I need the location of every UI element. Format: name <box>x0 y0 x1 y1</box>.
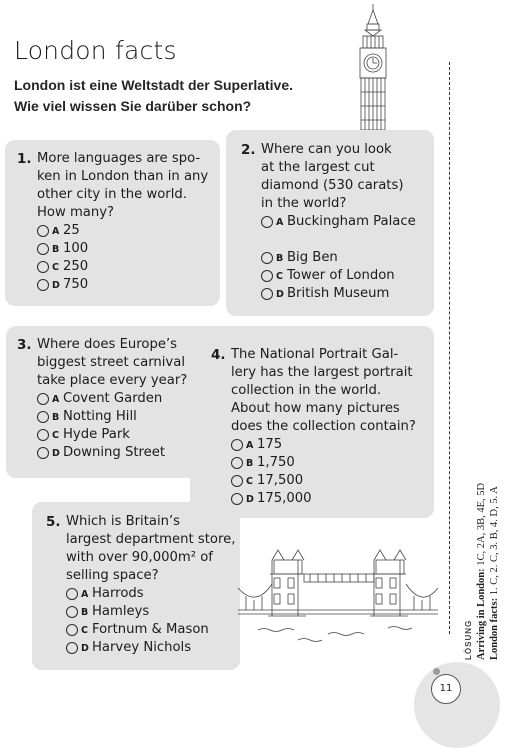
question-1 <box>17 150 212 294</box>
radio-button[interactable] <box>37 243 49 255</box>
answer-options <box>66 585 238 657</box>
option-label: Hyde Park <box>63 427 130 442</box>
answer-options <box>261 213 429 303</box>
option-letter: D <box>52 448 60 459</box>
option-label: 175,000 <box>257 491 312 506</box>
solution-arriving-label: Arriving in London: <box>476 568 487 660</box>
radio-button[interactable] <box>66 606 78 618</box>
option-label: 250 <box>63 259 89 274</box>
question-line: collection in the world. <box>231 383 382 398</box>
question-line: at the largest cut <box>261 160 375 175</box>
radio-button[interactable] <box>66 624 78 636</box>
option-label: Notting Hill <box>63 409 137 424</box>
answer-option[interactable] <box>37 426 209 444</box>
question-number: 4. <box>211 347 226 363</box>
radio-button[interactable] <box>37 279 49 291</box>
answer-option[interactable] <box>66 603 238 621</box>
answer-option[interactable] <box>231 436 431 454</box>
solution-box <box>462 430 506 660</box>
option-label: 1,750 <box>257 455 295 470</box>
question-4 <box>211 346 431 508</box>
option-letter: C <box>276 271 283 282</box>
option-letter: D <box>81 643 89 654</box>
option-letter: A <box>52 394 60 405</box>
solution-arriving-text: 1C, 2A, 3B, 4E, 5D <box>476 482 487 566</box>
dashed-divider <box>449 62 450 634</box>
answer-option[interactable] <box>66 621 238 639</box>
answer-option[interactable] <box>261 249 429 267</box>
question-line: biggest street carnival <box>37 355 185 370</box>
question-number: 3. <box>17 337 32 353</box>
question-text <box>66 513 238 585</box>
answer-options <box>37 222 212 294</box>
answer-option[interactable] <box>231 454 431 472</box>
option-label: Harvey Nichols <box>92 640 192 655</box>
option-letter: D <box>276 289 284 300</box>
option-letter: A <box>81 589 89 600</box>
radio-button[interactable] <box>231 457 243 469</box>
question-line: lery has the largest portrait <box>231 365 413 380</box>
question-line: does the collection contain? <box>231 419 416 434</box>
radio-button[interactable] <box>37 429 49 441</box>
radio-button[interactable] <box>37 261 49 273</box>
question-text <box>37 336 209 390</box>
option-label: 100 <box>63 241 89 256</box>
option-label: Covent Garden <box>63 391 163 406</box>
option-label: Downing Street <box>63 445 166 460</box>
option-label: British Museum <box>287 286 390 301</box>
question-line: largest department store, <box>66 532 236 547</box>
question-line: in the world? <box>261 196 347 211</box>
answer-options <box>37 390 209 462</box>
option-letter: C <box>246 476 253 487</box>
answer-option[interactable] <box>37 258 212 276</box>
radio-button[interactable] <box>66 642 78 654</box>
intro-line-1: London ist eine Weltstadt der Superlative. <box>14 77 294 93</box>
solution-facts-text: 1. C, 2. C, 3. B, 4. D, 5. A <box>489 486 500 596</box>
option-label: 25 <box>63 223 80 238</box>
question-line: diamond (530 carats) <box>261 178 404 193</box>
radio-button[interactable] <box>261 270 273 282</box>
option-label: Tower of London <box>287 268 395 283</box>
big-ben-illustration <box>348 4 398 130</box>
question-line: Where does Europe’s <box>37 337 178 352</box>
intro-text <box>14 75 314 117</box>
answer-option[interactable] <box>66 639 238 657</box>
question-number: 2. <box>241 142 256 158</box>
answer-option[interactable] <box>37 240 212 258</box>
page-number-background <box>414 662 500 748</box>
option-letter: D <box>246 494 254 505</box>
question-text <box>37 150 212 222</box>
question-line: More languages are spo- <box>37 151 201 166</box>
radio-button[interactable] <box>231 493 243 505</box>
option-label: Big Ben <box>287 250 338 265</box>
question-line: with over 90,000m² of <box>66 550 213 565</box>
option-label: 750 <box>63 277 89 292</box>
option-label: 17,500 <box>257 473 304 488</box>
option-letter: B <box>81 607 89 618</box>
radio-button[interactable] <box>37 393 49 405</box>
option-label: Fortnum & Mason <box>92 622 209 637</box>
option-letter: D <box>52 280 60 291</box>
radio-button[interactable] <box>261 216 273 228</box>
solution-facts-label: London facts: <box>489 597 500 660</box>
question-line: other city in the world. <box>37 187 187 202</box>
question-number: 1. <box>17 151 32 167</box>
answer-option[interactable] <box>37 390 209 408</box>
question-3 <box>17 336 209 462</box>
question-line: take place every year? <box>37 373 188 388</box>
tower-bridge-illustration <box>238 548 438 648</box>
answer-option[interactable] <box>261 285 429 303</box>
question-text <box>231 346 431 436</box>
solution-facts <box>488 430 501 660</box>
option-letter: B <box>246 458 254 469</box>
answer-option[interactable] <box>37 222 212 240</box>
option-label: 175 <box>257 437 283 452</box>
question-text <box>261 141 429 213</box>
option-letter: B <box>276 253 284 264</box>
option-letter: B <box>52 244 60 255</box>
answer-option[interactable] <box>231 472 431 490</box>
page-dot <box>433 668 440 675</box>
radio-button[interactable] <box>261 252 273 264</box>
option-letter: C <box>52 262 59 273</box>
answer-option[interactable] <box>37 444 209 462</box>
solution-arriving <box>475 430 488 660</box>
option-letter: C <box>81 625 88 636</box>
answer-option[interactable] <box>37 408 209 426</box>
question-number: 5. <box>46 514 61 530</box>
page-title: London facts <box>14 36 177 65</box>
page-number: 11 <box>431 674 461 704</box>
radio-button[interactable] <box>37 225 49 237</box>
answer-option[interactable] <box>66 585 238 603</box>
radio-button[interactable] <box>261 288 273 300</box>
option-label: Hamleys <box>92 604 150 619</box>
option-letter: B <box>52 412 60 423</box>
answer-option[interactable] <box>231 490 431 508</box>
option-label: Buckingham Palace <box>287 214 416 229</box>
radio-button[interactable] <box>231 475 243 487</box>
answer-option[interactable] <box>37 276 212 294</box>
answer-options <box>231 436 431 508</box>
radio-button[interactable] <box>66 588 78 600</box>
answer-option[interactable] <box>261 267 429 285</box>
intro-line-2: Wie viel wissen Sie darüber schon? <box>14 98 252 114</box>
question-2 <box>241 141 429 303</box>
option-letter: A <box>52 226 60 237</box>
question-line: About how many pictures <box>231 401 400 416</box>
question-line: ken in London than in any <box>37 169 209 184</box>
radio-button[interactable] <box>37 411 49 423</box>
option-letter: C <box>52 430 59 441</box>
question-line: Which is Britain’s <box>66 514 181 529</box>
question-line: Where can you look <box>261 142 392 157</box>
radio-button[interactable] <box>37 447 49 459</box>
option-label: Harrods <box>92 586 144 601</box>
question-5 <box>46 513 238 657</box>
question-line: The National Portrait Gal- <box>231 347 399 362</box>
question-line: selling space? <box>66 568 159 583</box>
solution-heading: LÖSUNG <box>464 619 473 660</box>
radio-button[interactable] <box>231 439 243 451</box>
question-line: How many? <box>37 205 115 220</box>
option-letter: A <box>246 440 254 451</box>
answer-option[interactable] <box>261 213 429 249</box>
option-letter: A <box>276 217 284 228</box>
